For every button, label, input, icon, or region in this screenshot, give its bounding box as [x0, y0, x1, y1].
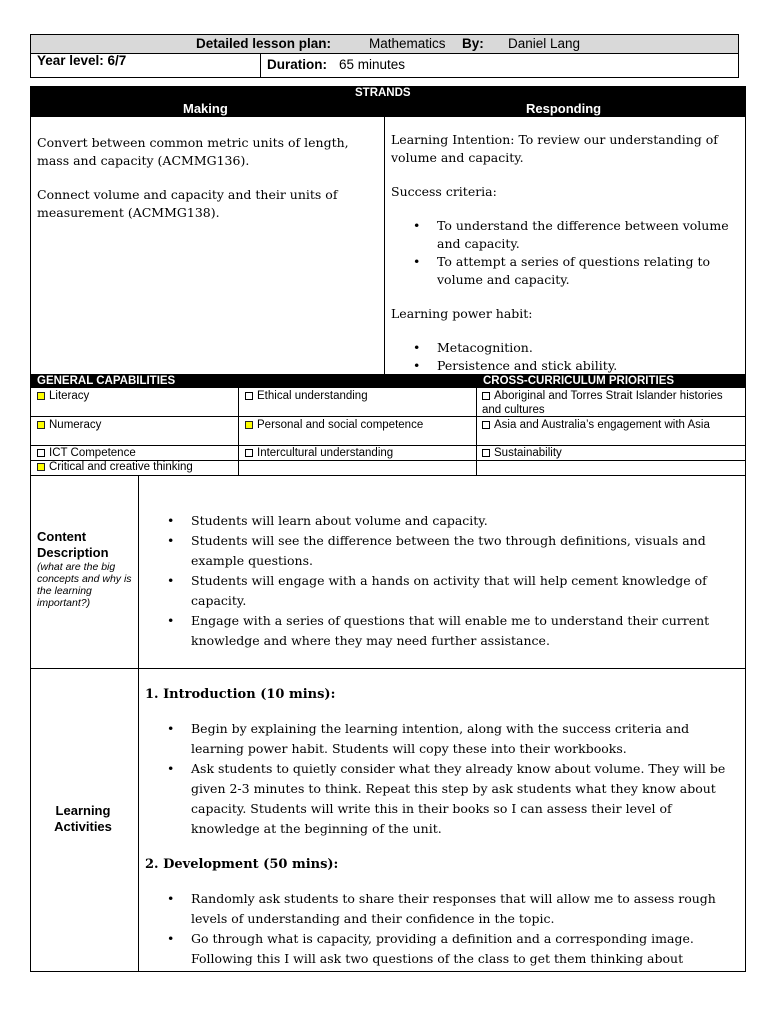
- checkbox-icon[interactable]: [37, 392, 45, 400]
- list-item: • Begin by explaining the learning intention, along with the success criteria and learning power habit. Students will copy these into their workbooks.: [145, 719, 735, 759]
- content-description-subtitle: (what are the big concepts and why is the learning important?): [37, 561, 132, 609]
- success-criteria-label: Success criteria:: [391, 184, 497, 199]
- subject: Mathematics: [369, 36, 446, 51]
- checkbox-icon[interactable]: [245, 449, 253, 457]
- list-item: • To attempt a series of questions relating to volume and capacity.: [391, 253, 741, 289]
- lesson-table-hline: [31, 668, 745, 669]
- capability-numeracy: Numeracy: [37, 418, 101, 432]
- power-habit-list: [391, 339, 741, 375]
- learning-activities-label: Learning Activities: [54, 803, 112, 834]
- priority-sustainability: Sustainability: [482, 446, 562, 460]
- checkbox-icon[interactable]: [37, 463, 45, 471]
- lesson-table-vline: [138, 476, 139, 971]
- list-item: • Engage with a series of questions that will enable me to understand their current knowledge and where they may need further assistance.: [145, 611, 735, 651]
- making-label: Making: [183, 101, 228, 116]
- duration-label: Duration:: [267, 57, 327, 72]
- development-heading: 2. Development (50 mins):: [145, 857, 339, 872]
- by-label: By:: [462, 36, 484, 51]
- capability-critical-thinking: Critical and creative thinking: [37, 460, 193, 474]
- header-divider: [260, 54, 261, 77]
- learning-intention: Learning Intention: To review our understanding of volume and capacity.: [391, 132, 718, 165]
- list-item: • Students will see the difference between the two through definitions, visuals and example questions.: [145, 531, 735, 571]
- capability-personal-social: Personal and social competence: [245, 418, 423, 432]
- capability-intercultural: Intercultural understanding: [245, 446, 393, 460]
- plan-label: Detailed lesson plan:: [196, 36, 332, 51]
- duration-value: 65 minutes: [339, 57, 406, 72]
- making-outcome-2: Connect volume and capacity and their units of measurement (ACMMG138).: [37, 187, 338, 220]
- checkbox-icon[interactable]: [245, 421, 253, 429]
- checkbox-icon[interactable]: [245, 392, 253, 400]
- strands-divider: [384, 117, 385, 374]
- capability-literacy: Literacy: [37, 389, 89, 403]
- content-description-body: [145, 511, 735, 651]
- checkbox-icon[interactable]: [37, 421, 45, 429]
- responding-content: [391, 131, 741, 375]
- general-capabilities-title: GENERAL CAPABILITIES: [37, 375, 176, 387]
- strands-title: STRANDS: [355, 87, 411, 99]
- list-item: • Students will learn about volume and capacity.: [145, 511, 735, 531]
- cross-curriculum-title: CROSS-CURRICULUM PRIORITIES: [483, 375, 675, 387]
- grid-vline-2: [476, 388, 477, 475]
- priority-asia: Asia and Australia’s engagement with Asia: [482, 418, 737, 432]
- grid-vline-1: [238, 388, 239, 475]
- checkbox-icon[interactable]: [482, 421, 490, 429]
- list-item: • Ask students to quietly consider what they already know about volume. They will be given 2-3 minutes to think. Repeat this step by ask students what they know about capacity. Students will write this in their books so I can assess their level of knowledge at the beginning of the unit.: [145, 759, 735, 839]
- list-item: • Metacognition.: [391, 339, 741, 357]
- list-item: • Go through what is capacity, providing a definition and a corresponding image. Following this I will ask two questions of the class to get them thinking about: [145, 929, 735, 969]
- success-criteria-list: [391, 217, 741, 289]
- year-level: Year level: 6/7: [37, 53, 127, 68]
- capability-ict: ICT Competence: [37, 446, 136, 460]
- checkbox-icon[interactable]: [482, 449, 490, 457]
- list-item: • Persistence and stick ability.: [391, 357, 741, 375]
- capability-ethical: Ethical understanding: [245, 389, 368, 403]
- content-description-label: [37, 529, 135, 609]
- making-content: [37, 134, 377, 222]
- checkbox-icon[interactable]: [37, 449, 45, 457]
- list-item: • Students will engage with a hands on activity that will help cement knowledge of capacity.: [145, 571, 735, 611]
- checkbox-icon[interactable]: [482, 392, 490, 400]
- responding-label: Responding: [526, 101, 602, 116]
- priority-aboriginal: Aboriginal and Torres Strait Islander histories and cultures: [482, 390, 723, 416]
- list-item: • Randomly ask students to share their responses that will allow me to assess rough levels of understanding and their confidence in the topic.: [145, 889, 735, 929]
- content-description-title: Content Description: [37, 529, 109, 560]
- intro-heading: 1. Introduction (10 mins):: [145, 687, 336, 702]
- author: Daniel Lang: [508, 36, 581, 51]
- learning-activities-body: [145, 685, 735, 969]
- power-habit-label: Learning power habit:: [391, 306, 533, 321]
- list-item: • To understand the difference between volume and capacity.: [391, 217, 741, 253]
- making-outcome-1: Convert between common metric units of length, mass and capacity (ACMMG136).: [37, 135, 349, 168]
